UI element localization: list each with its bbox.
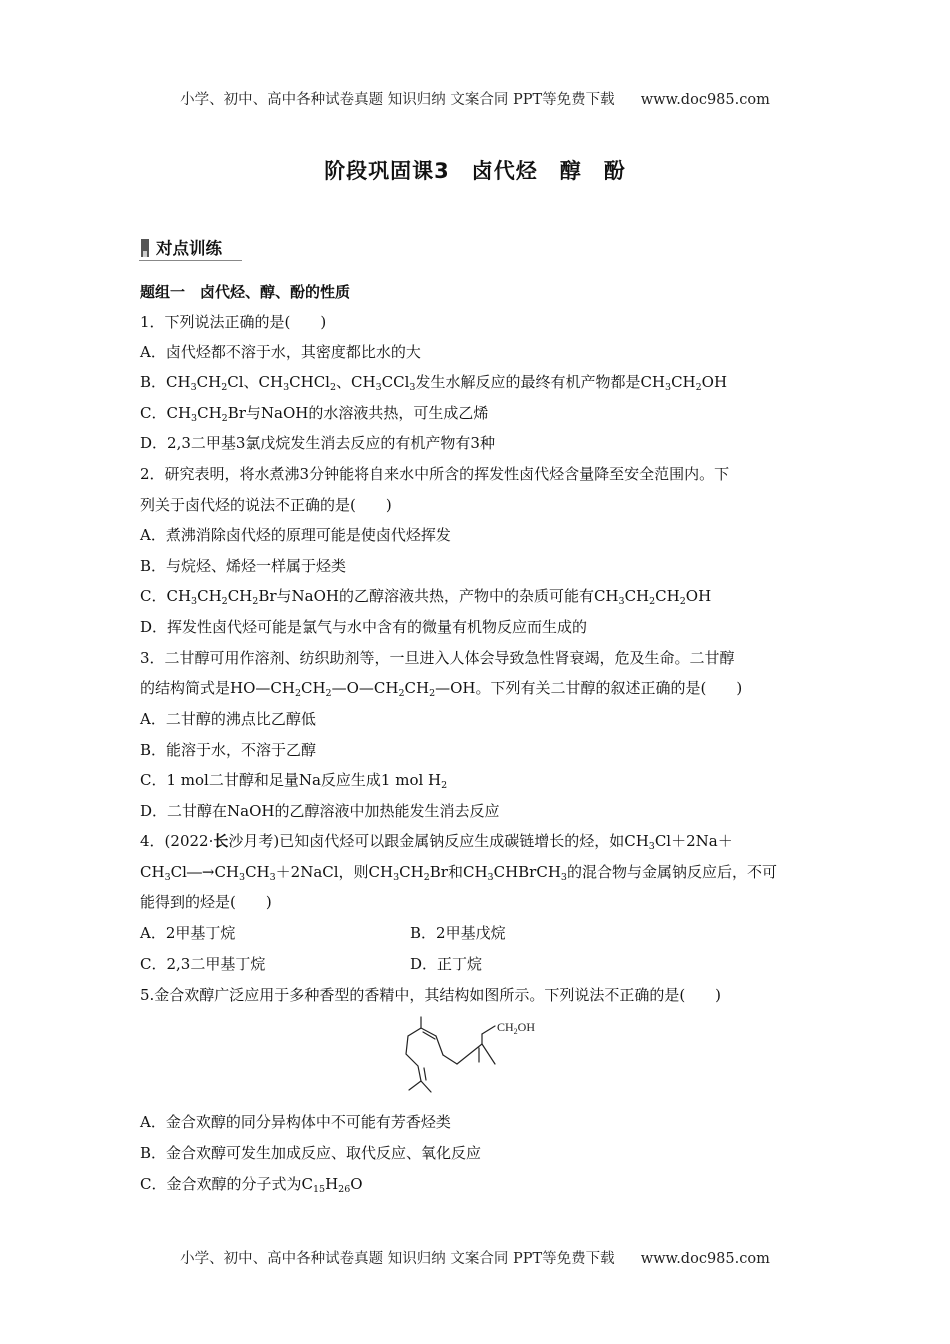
- q1-stem: 1．下列说法正确的是( ): [140, 313, 327, 331]
- q1-option-b: B．$CH_3CH_2Cl$、$CH_3CHCl_2$、$CH_3CCl_3$发生水解反应的最终有机产物都是$CH_3CH_2OH$: [140, 373, 728, 393]
- q4-stem-line2: $CH_3Cl―\to CH_3CH_3+2NaCl$，则$CH_3CH_2Br$和$CH_3CHBrCH_3$的混合物与金属钠反应后，不可: [140, 863, 777, 883]
- q4-option-b: B．2甲基戊烷: [410, 924, 506, 942]
- q4-option-c: C．2,3二甲基丁烷: [140, 955, 266, 973]
- q4-option-a: A．2甲基丁烷: [140, 924, 236, 942]
- hydroxymethyl-label: $CH_2OH$: [497, 1020, 536, 1036]
- q1-option-d: D．2,3二甲基3氯戊烷发生消去反应的有机产物有3种: [140, 434, 495, 452]
- q2-stem-line1: 2．研究表明，将水煮沸3分钟能将自来水中所含的挥发性卤代烃含量降至安全范围内。下: [140, 465, 730, 483]
- q4-stem-line1: 4．(2022·长沙月考)已知卤代烃可以跟金属钠反应生成碳链增长的烃，如$CH_3Cl+2Na+$: [140, 832, 733, 852]
- q3-option-b: B．能溶于水，不溶于乙醇: [140, 741, 317, 759]
- q4-option-d: D．正丁烷: [410, 955, 483, 973]
- page-title: 阶段巩固课3 卤代烃 醇 酚: [324, 159, 626, 183]
- q1-option-c: C．$CH_3CH_2Br$与NaOH的水溶液共热，可生成乙烯: [140, 404, 489, 424]
- farnesol-structure-figure: [395, 1010, 565, 1102]
- section-title: 对点训练: [156, 239, 222, 258]
- q3-option-d: D．二甘醇在NaOH的乙醇溶液中加热能发生消去反应: [140, 802, 500, 820]
- q2-option-d: D．挥发性卤代烃可能是氯气与水中含有的微量有机物反应而生成的: [140, 618, 588, 636]
- group-title: 题组一 卤代烃、醇、酚的性质: [140, 283, 351, 301]
- q3-option-c: C．1 mol二甘醇和足量Na反应生成1 mol $H_2$: [140, 771, 448, 791]
- q2-stem-line2: 列关于卤代烃的说法不正确的是( ): [140, 496, 392, 514]
- page-header: [0, 88, 950, 109]
- q1-option-a: A．卤代烃都不溶于水，其密度都比水的大: [140, 343, 421, 361]
- carbon-chain: [406, 1017, 421, 1090]
- q4-stem-line3: 能得到的烃是( ): [140, 893, 272, 911]
- footer-site[interactable]: www.doc985.com: [640, 1251, 770, 1267]
- q2-option-b: B．与烷烃、烯烃一样属于烃类: [140, 557, 347, 575]
- footer-slogan: 小学、初中、高中各种试卷真题 知识归纳 文案合同 PPT等免费下载: [180, 1251, 615, 1267]
- q5-option-a: A．金合欢醇的同分异构体中不可能有芳香烃类: [140, 1113, 451, 1131]
- q5-stem: 5.金合欢醇广泛应用于多种香型的香精中，其结构如图所示。下列说法不正确的是( ): [140, 986, 722, 1004]
- q5-option-b: B．金合欢醇可发生加成反应、取代反应、氧化反应: [140, 1144, 482, 1162]
- header-site[interactable]: www.doc985.com: [640, 92, 770, 108]
- q5-option-c: C．金合欢醇的分子式为$C_{15}H_{26}O$: [140, 1175, 363, 1195]
- header-slogan: 小学、初中、高中各种试卷真题 知识归纳 文案合同 PPT等免费下载: [180, 92, 615, 108]
- q2-option-a: A．煮沸消除卤代烃的原理可能是使卤代烃挥发: [140, 526, 451, 544]
- q3-option-a: A．二甘醇的沸点比乙醇低: [140, 710, 316, 728]
- page-footer: [0, 1247, 950, 1268]
- section-heading: [139, 234, 242, 261]
- q2-option-c: C．$CH_3CH_2CH_2Br$与NaOH的乙醇溶液共热，产物中的杂质可能有$CH_3CH_2CH_2OH$: [140, 587, 712, 607]
- q3-stem-line2: 的结构简式是$HO—CH_2CH_2—O—CH_2CH_2—OH$。下列有关二甘醇的叙述正确的是( ): [140, 679, 743, 699]
- q3-stem-line1: 3．二甘醇可用作溶剂、纺织助剂等，一旦进入人体会导致急性肾衰竭，危及生命。二甘醇: [140, 649, 735, 667]
